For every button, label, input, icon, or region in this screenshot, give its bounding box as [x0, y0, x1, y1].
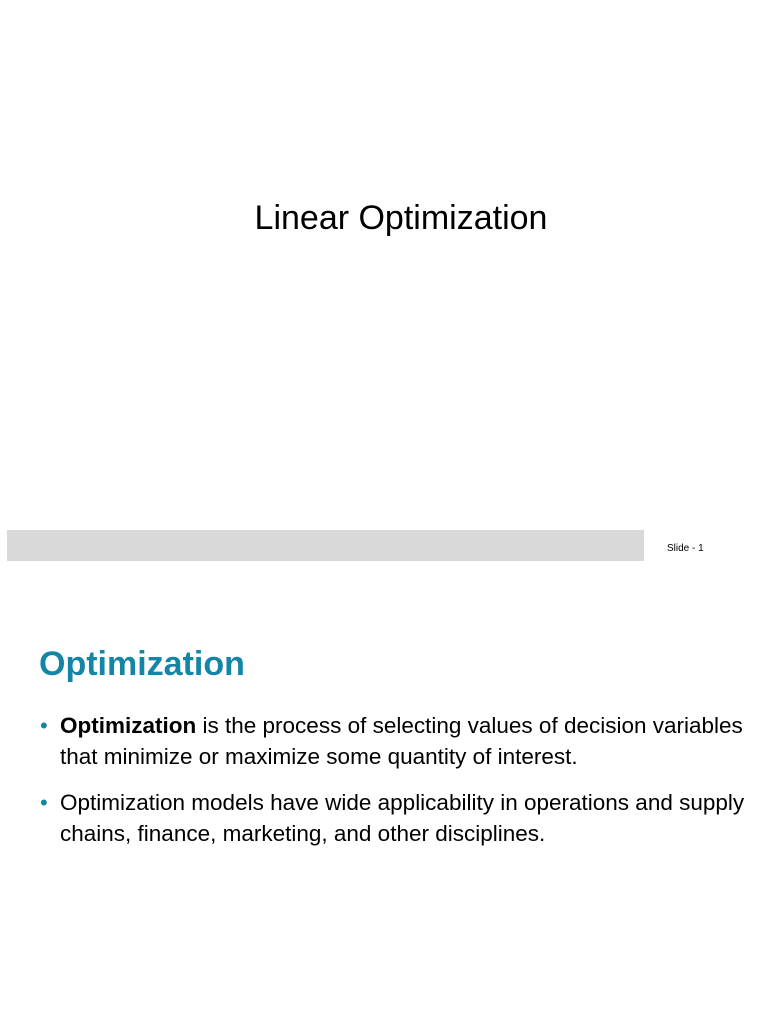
- list-item: [40, 710, 760, 772]
- slide-2: [0, 600, 768, 1024]
- bullet-dot-icon: •: [40, 790, 48, 815]
- slide-heading: Optimization: [39, 645, 245, 683]
- list-item: [40, 787, 760, 849]
- slide-title: Linear Optimization: [254, 199, 548, 237]
- bullet-text: is the process of selecting values of decision variables that minimize or maximize some quantity of interest.: [60, 713, 743, 769]
- slide-number: Slide - 1: [667, 543, 704, 554]
- bullet-text: Optimization models have wide applicability in operations and supply chains, finance, marketing, and other disciplines.: [60, 790, 745, 846]
- bullet-dot-icon: •: [40, 713, 48, 738]
- bold-term: Optimization: [60, 713, 197, 738]
- footer-bar: [7, 530, 644, 561]
- bullet-list: [40, 710, 760, 864]
